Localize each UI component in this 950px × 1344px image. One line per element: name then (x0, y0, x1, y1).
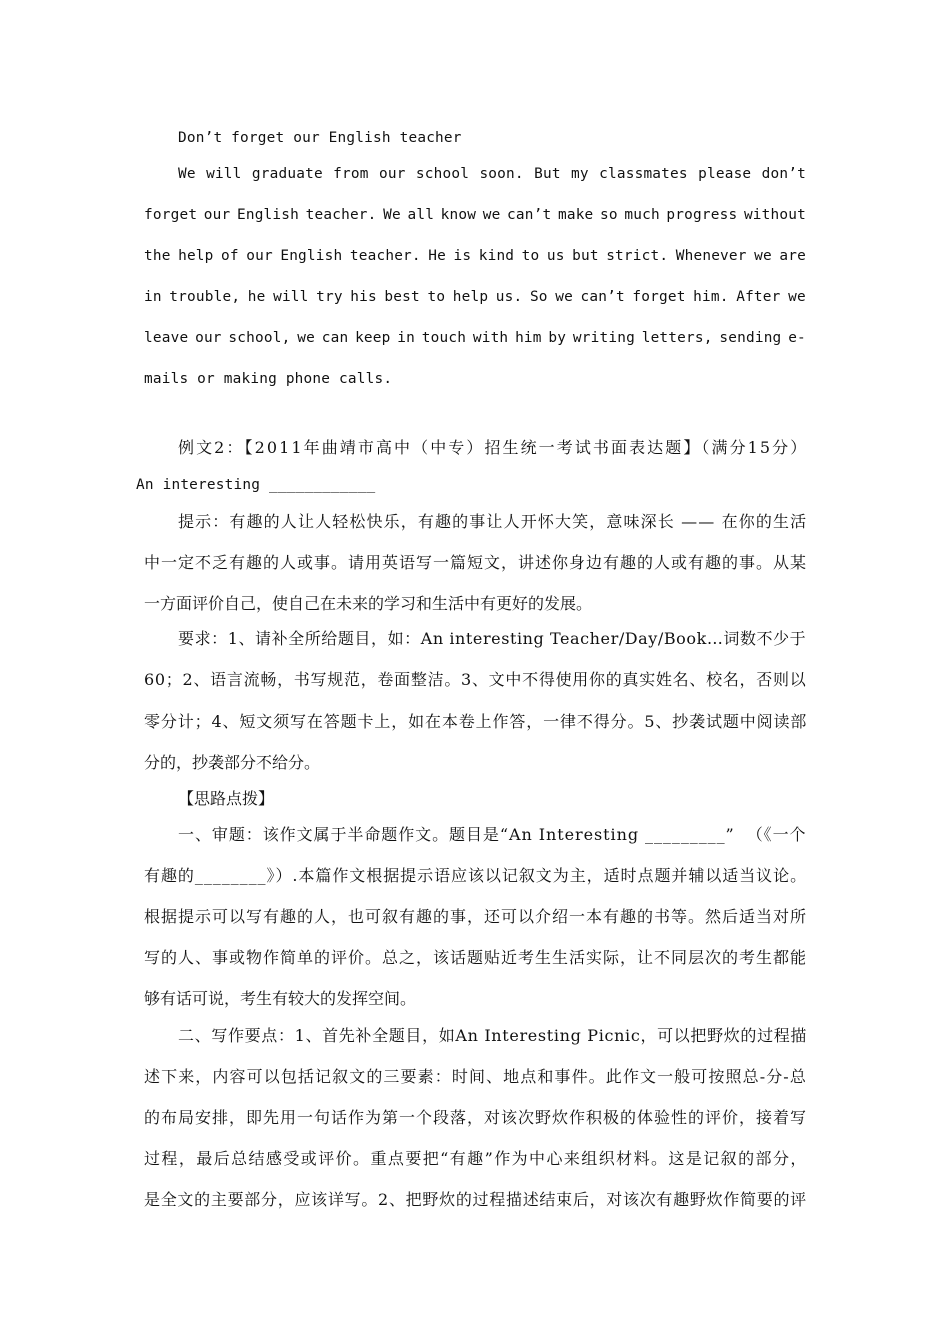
essay-word: forget (632, 289, 686, 305)
essay-word: to (427, 289, 446, 305)
essay-word: his (350, 289, 377, 305)
essay-word: much (624, 207, 660, 223)
essay-word: school (415, 166, 470, 182)
essay-word: is (453, 248, 472, 264)
essay-word: best (384, 289, 420, 305)
essay-word: We (383, 207, 401, 223)
essay-word: in (144, 289, 162, 305)
essay-word: to (521, 248, 540, 264)
essay-word: e- (788, 330, 806, 346)
essay-word: can (321, 330, 349, 346)
essay-word: leave (144, 330, 189, 346)
essay-word: we (788, 289, 806, 305)
essay-word: without (743, 207, 806, 223)
essay-word: help (178, 248, 214, 264)
essay-word: will (273, 289, 309, 305)
essay-word: strict. (606, 248, 669, 264)
example-subtitle: An interesting ____________ (136, 477, 376, 493)
essay-word: our (378, 166, 406, 182)
essay-line (144, 287, 806, 307)
part1-line: 有趣的________》）.本篇作文根据提示语应该以记叙文为主，适时点题并辅以适当议论。 (144, 866, 808, 885)
essay-word: we (754, 248, 772, 264)
essay-word: by (548, 330, 567, 346)
essay-word: of (221, 248, 239, 264)
requirement-line: 60；2、语言流畅，书写规范，卷面整洁。3、文中不得使用你的真实姓名、校名，否则以 (144, 670, 807, 689)
part1-line: 一、审题：该作文属于半命题作文。题目是“An Interesting _________” （《一个 (178, 825, 807, 844)
essay-word: my (571, 166, 589, 182)
essay-word: our (195, 330, 222, 346)
essay-word: We (178, 166, 196, 182)
essay-word: keep (355, 330, 391, 346)
essay-word: we (482, 207, 501, 223)
essay-title: Don’t forget our English teacher (178, 130, 462, 146)
essay-word: us (546, 248, 565, 264)
essay-word: please (698, 166, 752, 182)
essay-word: with (472, 330, 509, 346)
essay-word: the (144, 248, 171, 264)
essay-line (144, 328, 806, 348)
essay-word: make (557, 207, 594, 223)
essay-line (144, 205, 806, 225)
requirement-line: 零分计；4、短文须写在答题卡上，如在本卷上作答，一律不得分。5、抄袭试题中阅读部 (144, 712, 808, 731)
essay-word: English (280, 248, 343, 264)
essay-word: our (246, 248, 273, 264)
essay-line: mails or making phone calls. (144, 371, 393, 387)
essay-word: Whenever (675, 248, 747, 264)
part2-line: 的布局安排，即先用一句话作为第一个段落，对该次野炊作积极的体验性的评价，接着写 (144, 1108, 808, 1127)
essay-word: but (572, 248, 599, 264)
essay-word: teacher. (349, 248, 421, 264)
tips-heading: 【思路点拨】 (178, 789, 275, 808)
essay-word: help (452, 289, 489, 305)
essay-word: teacher. (305, 207, 377, 223)
essay-word: classmates (599, 166, 688, 182)
essay-word: But (534, 166, 561, 182)
part2-line: 述下来，内容可以包括记叙文的三要素：时间、地点和事件。此作文一般可按照总-分-总 (144, 1067, 807, 1086)
essay-word: can’t (580, 289, 625, 305)
essay-word: our (203, 207, 231, 223)
hint-line: 提示：有趣的人让人轻松快乐，有趣的事让人开怀大笑，意味深长 —— 在你的生活 (178, 512, 808, 531)
essay-word: trouble, (169, 289, 241, 305)
essay-word: we (555, 289, 573, 305)
essay-word: all (407, 207, 435, 223)
essay-line (144, 246, 806, 266)
essay-word: After (736, 289, 781, 305)
essay-word: soon. (479, 166, 524, 182)
essay-word: him (515, 330, 542, 346)
essay-word: English (236, 207, 300, 223)
essay-word: school, (228, 330, 291, 346)
part1-line: 写的人、事或物作简单的评价。总之，该话题贴近考生生活实际，让不同层次的考生都能 (144, 948, 808, 967)
essay-word: writing (572, 330, 635, 346)
essay-word: we (297, 330, 315, 346)
part2-line: 二、写作要点：1、首先补全题目，如An Interesting Picnic，可以把野炊的过程描 (178, 1026, 808, 1045)
hint-line: 一方面评价自己，使自己在未来的学习和生活中有更好的发展。 (144, 594, 593, 613)
essay-word: touch (421, 330, 467, 346)
requirement-line: 要求：1、请补全所给题目，如：An interesting Teacher/Day/Book…词数不少于 (178, 629, 807, 648)
essay-word: kind (478, 248, 515, 264)
essay-word: progress (666, 207, 738, 223)
essay-word: He (428, 248, 447, 264)
essay-word: don’t (761, 166, 806, 182)
essay-word: will (206, 166, 242, 182)
requirement-line: 分的，抄袭部分不给分。 (144, 753, 321, 772)
essay-word: are (779, 248, 806, 264)
essay-word: he (247, 289, 266, 305)
essay-word: graduate (251, 166, 323, 182)
essay-word: letters, (641, 330, 713, 346)
example-heading: 例文2：【2011年曲靖市高中（中专）招生统一考试书面表达题】（满分15分） (178, 438, 809, 457)
essay-word: forget (144, 207, 198, 223)
part1-line: 够有话可说，考生有较大的发挥空间。 (144, 989, 417, 1008)
hint-line: 中一定不乏有趣的人或事。请用英语写一篇短文，讲述你身边有趣的人或有趣的事。从某 (144, 553, 808, 572)
essay-line (178, 164, 806, 184)
part1-line: 根据提示可以写有趣的人，也可叙有趣的事，还可以介绍一本有趣的书等。然后适当对所 (144, 907, 808, 926)
essay-word: So (529, 289, 548, 305)
essay-word: know (440, 207, 477, 223)
essay-word: from (333, 166, 369, 182)
essay-word: us. (495, 289, 523, 305)
essay-word: try (316, 289, 343, 305)
part2-line: 过程，最后总结感受或评价。重点要把“有趣”作为中心来组织材料。这是记叙的部分， (144, 1149, 808, 1168)
essay-word: him. (693, 289, 729, 305)
part2-line: 是全文的主要部分，应该详写。2、把野炊的过程描述结束后，对该次有趣野炊作简要的评 (144, 1190, 807, 1209)
essay-word: can’t (507, 207, 552, 223)
essay-word: so (600, 207, 618, 223)
essay-word: in (397, 330, 416, 346)
essay-word: sending (719, 330, 782, 346)
